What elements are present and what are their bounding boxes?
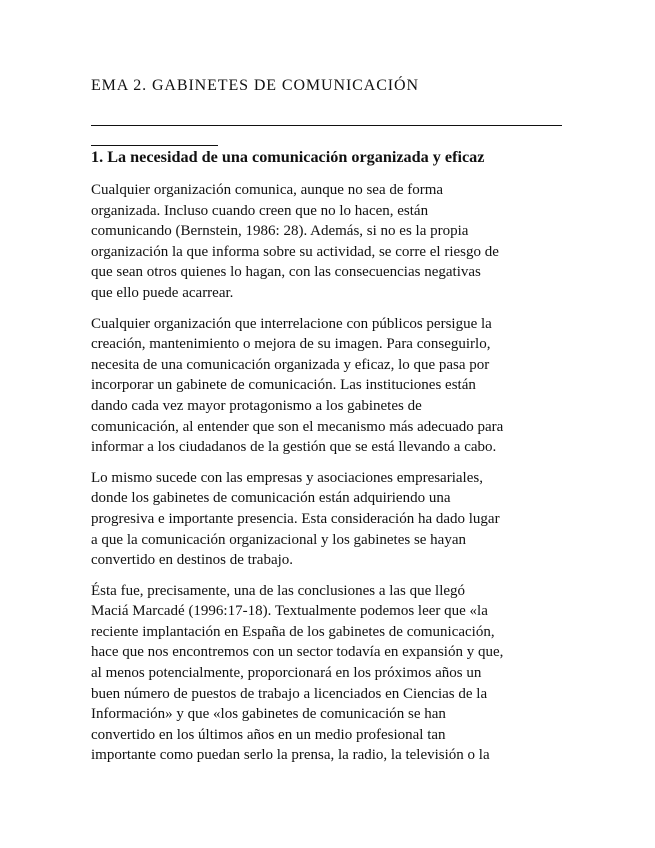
text-line: informar a los ciudadanos de la gestión que se está llevando a cabo.: [91, 439, 497, 456]
paragraph-4: [91, 581, 569, 766]
text-line: Cualquier organización comunica, aunque no sea de forma: [91, 182, 444, 198]
section-heading: 1. La necesidad de una comunicación organizada y eficaz: [91, 148, 485, 166]
text-line: comunicando (Bernstein, 1986: 28). Además, si no es la propia: [91, 223, 469, 240]
text-line: importante como puedan serlo la prensa, la radio, la televisión o la: [91, 747, 490, 764]
text-line: creación, mantenimiento o mejora de su imagen. Para conseguirlo,: [91, 336, 491, 353]
text-line: reciente implantación en España de los gabinetes de comunicación,: [91, 623, 495, 640]
text-line: donde los gabinetes de comunicación están adquiriendo una: [91, 490, 451, 507]
text-line: a que la comunicación organizacional y los gabinetes se hayan: [91, 531, 466, 548]
text-line: buen número de puestos de trabajo a licenciados en Ciencias de la: [91, 685, 488, 702]
text-line: hace que nos encontremos con un sector todavía en expansión y que,: [91, 644, 504, 661]
text-line: que ello puede acarrear.: [91, 284, 234, 301]
text-line: organización la que informa sobre su actividad, se corre el riesgo de: [91, 243, 499, 260]
text-line: necesita de una comunicación organizada y eficaz, lo que pasa por: [91, 356, 490, 373]
text-line: Ésta fue, precisamente, una de las conclusiones a las que llegó: [91, 582, 466, 599]
text-line: dando cada vez mayor protagonismo a los gabinetes de: [91, 397, 422, 414]
paragraph-1: [91, 180, 569, 304]
paragraph-2: [91, 314, 569, 458]
text-line: Maciá Marcadé (1996:17-18). Textualmente podemos leer que «la: [91, 603, 488, 620]
chapter-title: EMA 2. GABINETES DE COMUNICACIÓN: [91, 77, 419, 94]
horizontal-rule: [91, 125, 562, 126]
text-line: convertido en los últimos años en un medio profesional tan: [91, 726, 446, 743]
text-line: Lo mismo sucede con las empresas y asociaciones empresariales,: [91, 469, 483, 486]
text-line: comunicación, al entender que son el mecanismo más adecuado para: [91, 418, 504, 435]
body-text: [91, 180, 569, 776]
footnote-rule: [91, 145, 218, 146]
text-line: incorporar un gabinete de comunicación. Las instituciones están: [91, 377, 476, 394]
text-line: al menos potencialmente, proporcionará en los próximos años un: [91, 665, 482, 682]
text-line: progresiva e importante presencia. Esta consideración ha dado lugar: [91, 510, 500, 527]
text-line: Información» y que «los gabinetes de comunicación se han: [91, 706, 446, 723]
paragraph-3: [91, 468, 569, 571]
text-line: organizada. Incluso cuando creen que no lo hacen, están: [91, 202, 429, 219]
text-line: que sean otros quienes lo hagan, con las consecuencias negativas: [91, 264, 481, 281]
text-line: Cualquier organización que interrelacione con públicos persigue la: [91, 315, 492, 332]
text-line: convertido en destinos de trabajo.: [91, 552, 294, 569]
